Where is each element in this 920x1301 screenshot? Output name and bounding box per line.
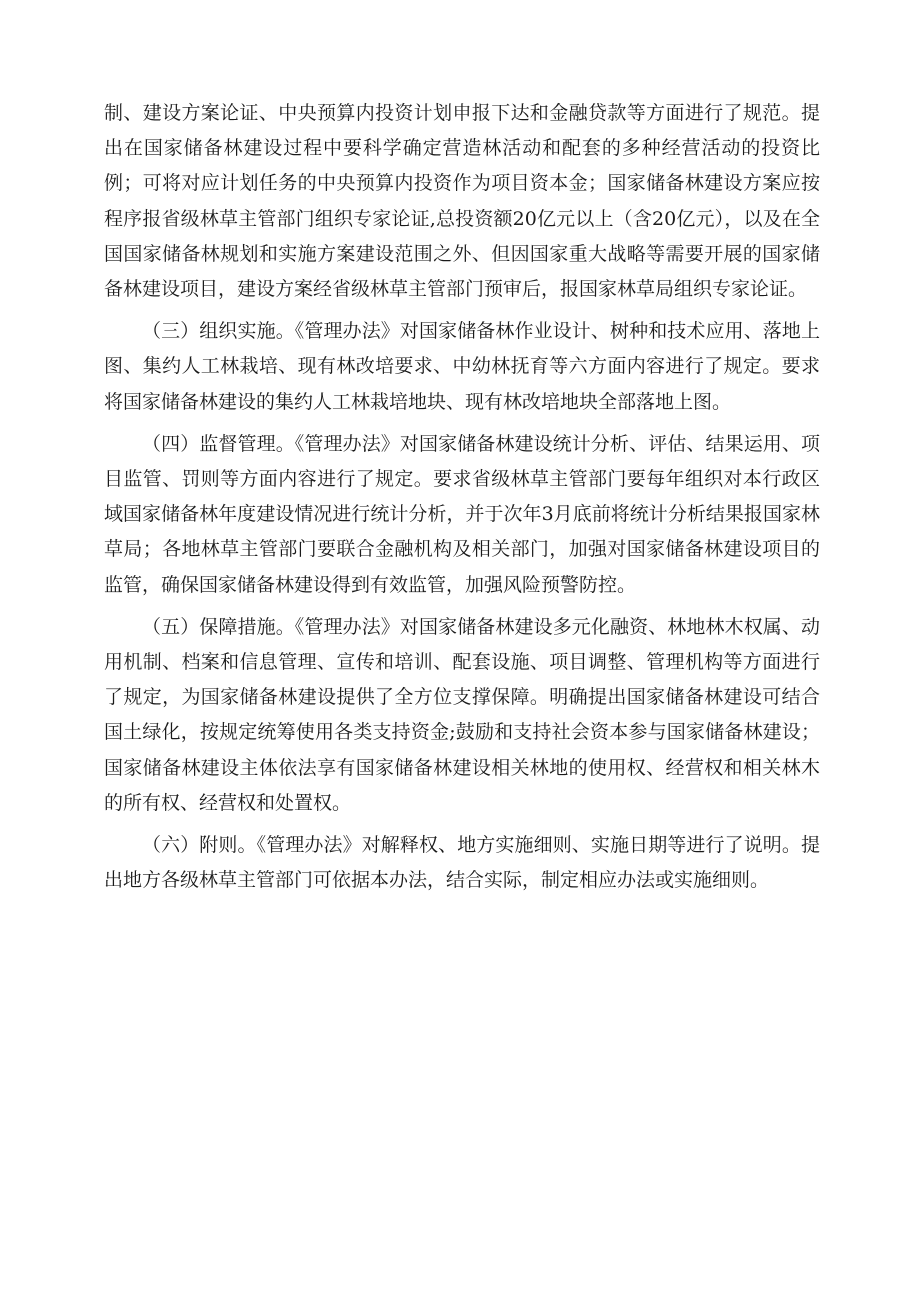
paragraph-organization-implementation: （三）组织实施。《管理办法》对国家储备林作业设计、树种和技术应用、落地上图、集约人工林栽培、现有林改培要求、中幼林抚育等六方面内容进行了规定。要求将国家储备林建设的集约人工林栽培地块、现有林改培地块全部落地上图。 [104, 320, 820, 413]
document-body [104, 96, 820, 905]
paragraph-continuation: 制、建设方案论证、中央预算内投资计划申报下达和金融贷款等方面进行了规范。提出在国家储备林建设过程中要科学确定营造林活动和配套的多种经营活动的投资比例；可将对应计划任务的中央预算内投资作为项目资本金；国家储备林建设方案应按程序报省级林草主管部门组织专家论证,总投资额20亿元以上（含20亿元），以及在全国国家储备林规划和实施方案建设范围之外、但因国家重大战略等需要开展的国家储备林建设项目，建设方案经省级林草主管部门预审后，报国家林草局组织专家论证。 [104, 102, 820, 301]
paragraph-supervision-management: （四）监督管理。《管理办法》对国家储备林建设统计分析、评估、结果运用、项目监管、罚则等方面内容进行了规定。要求省级林草主管部门要每年组织对本行政区域国家储备林年度建设情况进行统计分析，并于次年3月底前将统计分析结果报国家林草局；各地林草主管部门要联合金融机构及相关部门，加强对国家储备林建设项目的监管，确保国家储备林建设得到有效监管，加强风险预警防控。 [104, 432, 820, 596]
paragraph-supplementary-provisions: （六）附则。《管理办法》对解释权、地方实施细则、实施日期等进行了说明。提出地方各级林草主管部门可依据本办法，结合实际，制定相应办法或实施细则。 [104, 834, 820, 892]
paragraph-safeguard-measures: （五）保障措施。《管理办法》对国家储备林建设多元化融资、林地林木权属、动用机制、档案和信息管理、宣传和培训、配套设施、项目调整、管理机构等方面进行了规定，为国家储备林建设提供了全方位支撑保障。明确提出国家储备林建设可结合国土绿化，按规定统筹使用各类支持资金;鼓励和支持社会资本参与国家储备林建设；国家储备林建设主体依法享有国家储备林建设相关林地的使用权、经营权和相关林木的所有权、经营权和处置权。 [104, 615, 820, 814]
